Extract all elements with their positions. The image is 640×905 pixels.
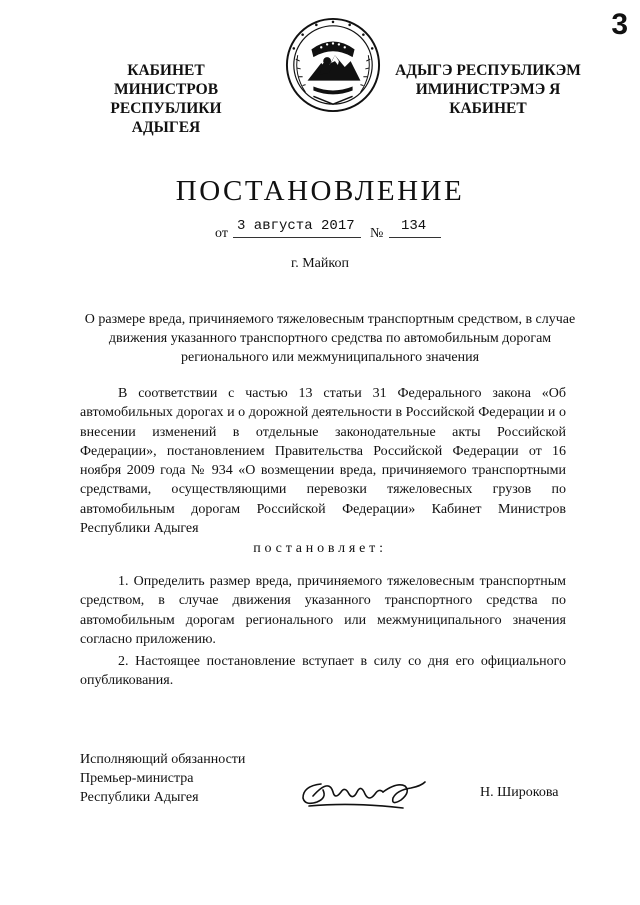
decree-item-1: 1. Определить размер вреда, причиняемого тяжеловесным транспортным средством, в случае движения указанного транспортного средства по автомобильным дорогам регионального или межмуниципального значения согласно приложению. <box>80 574 566 647</box>
signatory-position-line-1: Исполняющий обязанности <box>80 752 246 767</box>
handwritten-signature <box>293 772 428 814</box>
date-prefix: от <box>215 226 228 241</box>
date-underline <box>233 237 361 238</box>
city: г. Майкоп <box>291 256 349 271</box>
signatory-position <box>80 750 300 807</box>
document-date: 3 августа 2017 <box>237 218 355 234</box>
decree-word: постановляет: <box>253 541 387 556</box>
header-right-line-1: АДЫГЭ РЕСПУБЛИКЭМ <box>395 62 581 79</box>
header-left-line-2: РЕСПУБЛИКИ АДЫГЕЯ <box>110 100 222 136</box>
header-right-line-2: ИМИНИСТРЭМЭ Я КАБИНЕТ <box>415 81 561 117</box>
number-prefix: № <box>370 226 384 241</box>
number-underline <box>389 237 441 238</box>
signatory-name: Н. Широкова <box>480 785 559 800</box>
document-reference <box>215 218 475 242</box>
document-number: 134 <box>401 218 427 234</box>
body-intro: В соответствии с частью 13 статьи 31 Федерального закона «Об автомобильных дорогах и о дорожной деятельности в Российской Федерации и о внесении изменений в отдельные законодательные акты Российской Федерации», постановлением Правительства Российской Федерации от 16 ноября 2009 года № 934 «О возмещении вреда, причиняемого транспортными средствами, осуществляющими перевозки тяжеловесных грузов по автомобильным дорогам Российской Федерации» Кабинет Министров Республики Адыгея <box>80 386 566 537</box>
signatory-position-line-2: Премьер-министра <box>80 771 194 786</box>
header-left-line-1: КАБИНЕТ МИНИСТРОВ <box>113 62 219 98</box>
page-number: 3 <box>611 8 628 41</box>
header-right <box>388 61 588 118</box>
document-subject: О размере вреда, причиняемого тяжеловесным транспортным средством, в случае движения указанного транспортного средства по автомобильным дорогам регионального или межмуниципального значения <box>84 312 576 365</box>
document-title: ПОСТАНОВЛЕНИЕ <box>175 175 465 207</box>
signatory-position-line-3: Республики Адыгея <box>80 790 199 805</box>
emblem-icon <box>284 16 382 114</box>
header-left <box>76 61 256 137</box>
decree-item-2: 2. Настоящее постановление вступает в силу со дня его официального опубликования. <box>80 654 566 689</box>
